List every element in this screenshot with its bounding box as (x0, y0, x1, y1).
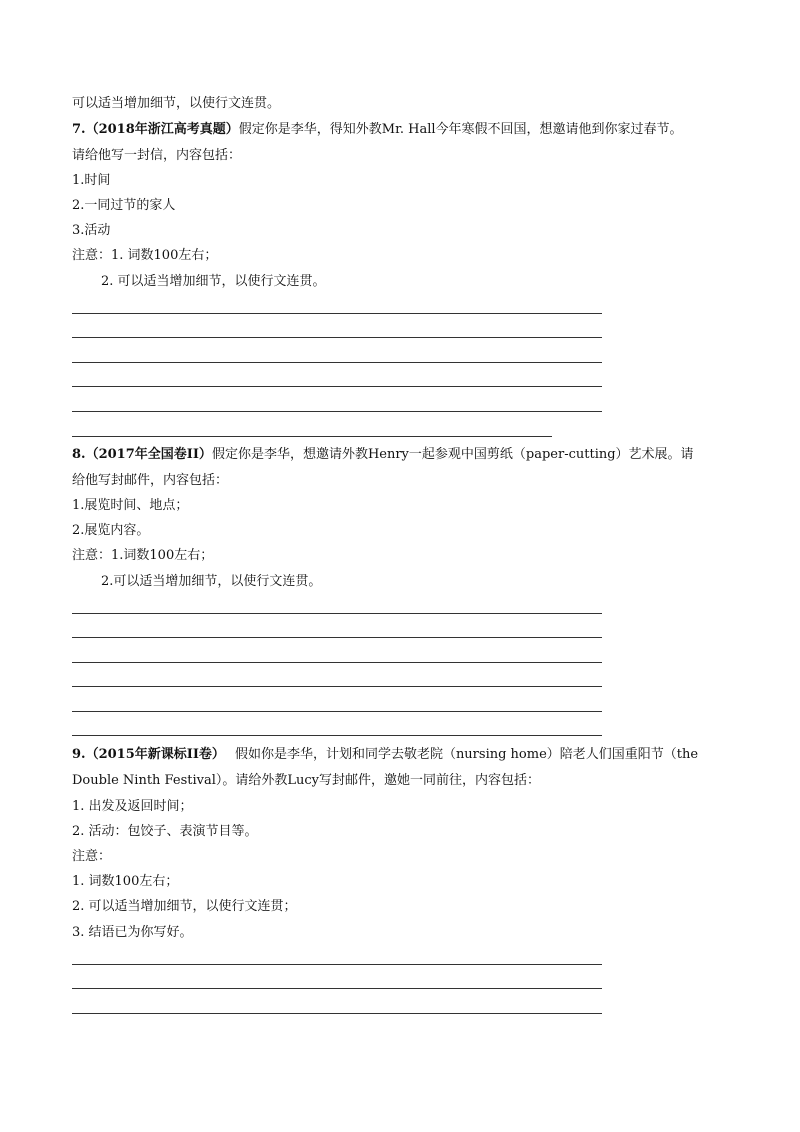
q9-answer-line[interactable] (72, 1013, 602, 1014)
q8-note-2: 2.可以适当增加细节，以使行文连贯。 (101, 574, 322, 589)
q9-source: （2015年新课标II卷） (85, 747, 225, 762)
q7-note-2: 2. 可以适当增加细节，以使行文连贯。 (101, 274, 326, 289)
q9-prompt-line1 (72, 747, 698, 763)
q7-item-1: 1.时间 (72, 173, 111, 188)
q9-note-3: 3. 结语已为你写好。 (72, 925, 193, 940)
q9-answer-line[interactable] (72, 964, 602, 965)
carryover-note: 可以适当增加细节，以使行文连贯。 (72, 96, 281, 111)
q8-answer-line[interactable] (72, 613, 602, 614)
q8-number: 8. (72, 447, 86, 462)
q8-item-1: 1.展览时间、地点； (72, 498, 189, 513)
q7-answer-line[interactable] (72, 411, 602, 412)
q9-note-label: 注意： (72, 849, 112, 864)
q9-note-1: 1. 词数100左右； (72, 874, 179, 889)
q7-prompt-line1 (72, 122, 683, 138)
q7-item-2: 2.一同过节的家人 (72, 198, 176, 213)
q7-note-1: 注意：1. 词数100左右； (72, 248, 218, 263)
q7-number: 7. (72, 122, 86, 137)
q8-note-1: 注意：1.词数100左右； (72, 548, 214, 563)
q8-prompt-line2: 给他写封邮件，内容包括： (72, 473, 229, 488)
q8-item-2: 2.展览内容。 (72, 523, 150, 538)
q7-source: （2018年浙江高考真题） (85, 122, 239, 137)
q7-prompt-line2: 请给他写一封信，内容包括： (72, 148, 242, 163)
q8-answer-line[interactable] (72, 735, 602, 736)
q9-note-2: 2. 可以适当增加细节，以使行文连贯； (72, 899, 297, 914)
q7-answer-line[interactable] (72, 337, 602, 338)
q8-answer-line[interactable] (72, 637, 602, 638)
q9-text1: 假如你是李华，计划和同学去敬老院（nursing home）陪老人们国重阳节（the (234, 747, 699, 762)
q7-item-3: 3.活动 (72, 223, 111, 238)
q9-answer-line[interactable] (72, 988, 602, 989)
q7-answer-line[interactable] (72, 436, 552, 437)
q8-answer-line[interactable] (72, 686, 602, 687)
q9-number: 9. (72, 747, 86, 762)
q7-text1: 假定你是李华，得知外教Mr. Hall今年寒假不回国，想邀请他到你家过春节。 (238, 122, 683, 137)
q8-answer-line[interactable] (72, 711, 602, 712)
q8-text1: 假定你是李华，想邀请外教Henry一起参观中国剪纸（paper-cutting）艺术展。请 (211, 447, 694, 462)
q8-prompt-line1 (72, 447, 694, 463)
q8-source: （2017年全国卷II） (85, 447, 212, 462)
q9-item-2: 2. 活动：包饺子、表演节目等。 (72, 824, 258, 839)
q9-item-1: 1. 出发及返回时间； (72, 799, 193, 814)
q7-answer-line[interactable] (72, 386, 602, 387)
q7-answer-line[interactable] (72, 313, 602, 314)
q9-prompt-line2: Double Ninth Festival）。请给外教Lucy写封邮件，邀她一同前往，内容包括： (72, 773, 541, 788)
q8-answer-line[interactable] (72, 662, 602, 663)
q7-answer-line[interactable] (72, 362, 602, 363)
